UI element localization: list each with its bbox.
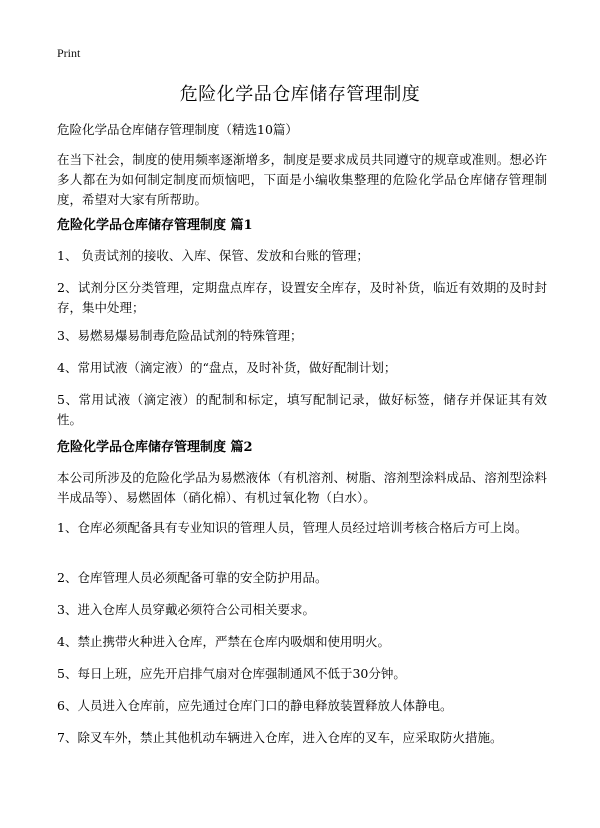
section-1-item-3: 3、易燃易爆易制毒危险品试剂的特殊管理； (57, 328, 303, 343)
section-2-intro: 本公司所涉及的危险化学品为易燃液体（有机溶剂、树脂、溶剂型涂料成品、溶剂型涂料半成品等）、易燃固体（硝化棉）、有机过氧化物（白水）。 (57, 470, 547, 505)
section-1-item-2: 2、试剂分区分类管理，定期盘点库存，设置安全库存，及时补货，临近有效期的及时封存，集中处理； (57, 280, 547, 315)
section-2-item-3: 3、进入仓库人员穿戴必须符合公司相关要求。 (57, 602, 315, 617)
section-2-item-6: 6、人员进入仓库前，应先通过仓库门口的静电释放装置释放人体静电。 (57, 698, 453, 713)
section-2-heading: 危险化学品仓库储存管理制度 篇2 (57, 440, 253, 455)
page-title: 危险化学品仓库储存管理制度 (179, 84, 421, 105)
section-2-item-5: 5、每日上班，应先开启排气扇对仓库强制通风不低于30分钟。 (57, 666, 406, 681)
section-1-item-4: 4、常用试液（滴定液）的“盘点，及时补货，做好配制计划； (57, 360, 397, 375)
section-1-item-1: 1、 负责试剂的接收、入库、保管、发放和台账的管理； (57, 248, 369, 263)
section-2-item-2: 2、仓库管理人员必须配备可靠的安全防护用品。 (57, 570, 328, 585)
section-2-item-1: 1、仓库必须配备具有专业知识的管理人员，管理人员经过培训考核合格后方可上岗。 (57, 520, 528, 535)
section-2-item-4: 4、禁止携带火种进入仓库，严禁在仓库内吸烟和使用明火。 (57, 634, 390, 649)
intro-paragraph: 在当下社会，制度的使用频率逐渐增多，制度是要求成员共同遵守的规章或准则。想必许多人都在为如何制定制度而烦恼吧，下面是小编收集整理的危险化学品仓库储存管理制度，希望对大家有所帮助。 (57, 152, 547, 207)
print-label: Print (57, 46, 81, 60)
section-1-item-5: 5、常用试液（滴定液）的配制和标定，填写配制记录，做好标签，储存并保证其有效性。 (57, 392, 547, 427)
document-subtitle: 危险化学品仓库储存管理制度（精选10篇） (57, 122, 298, 137)
section-2-item-7: 7、除叉车外，禁止其他机动车辆进入仓库，进入仓库的叉车，应采取防火措施。 (57, 730, 503, 745)
section-1-heading: 危险化学品仓库储存管理制度 篇1 (57, 218, 253, 233)
